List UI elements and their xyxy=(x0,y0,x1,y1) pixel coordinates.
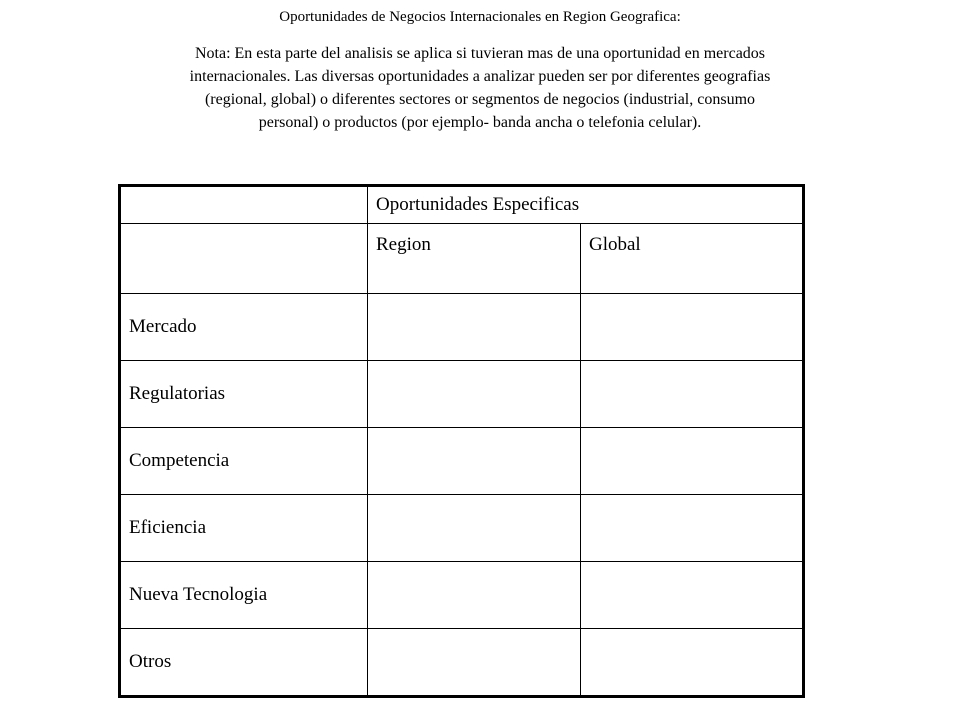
note-line: (regional, global) o diferentes sectores or segmentos de negocios (industrial, consumo xyxy=(204,91,756,108)
group-header-cell: Oportunidades Especificas xyxy=(368,186,804,224)
note-line: Nota: En esta parte del analisis se aplica si tuvieran mas de una oportunidad en mercados xyxy=(194,45,766,62)
global-cell[interactable] xyxy=(581,629,804,697)
global-cell[interactable] xyxy=(581,495,804,562)
region-cell[interactable] xyxy=(368,495,581,562)
region-cell[interactable] xyxy=(368,294,581,361)
row-label: Competencia xyxy=(120,428,368,495)
row-label: Regulatorias xyxy=(120,361,368,428)
table-row xyxy=(120,294,804,361)
corner-cell xyxy=(120,186,368,224)
opportunities-table xyxy=(118,184,805,698)
table-row xyxy=(120,562,804,629)
corner-cell xyxy=(120,224,368,294)
column-header-region: Region xyxy=(368,224,581,294)
note-line: internacionales. Las diversas oportunidades a analizar pueden ser por diferentes geografias xyxy=(189,68,771,85)
region-cell[interactable] xyxy=(368,629,581,697)
region-cell[interactable] xyxy=(368,361,581,428)
page-title: Oportunidades de Negocios Internacionales en Region Geografica: xyxy=(279,9,681,25)
global-cell[interactable] xyxy=(581,562,804,629)
table-subheader-row xyxy=(120,224,804,294)
row-label: Mercado xyxy=(120,294,368,361)
global-cell[interactable] xyxy=(581,361,804,428)
row-label: Eficiencia xyxy=(120,495,368,562)
analysis-note xyxy=(110,42,850,134)
table-row xyxy=(120,495,804,562)
table-row xyxy=(120,361,804,428)
table-row xyxy=(120,428,804,495)
table-header-row xyxy=(120,186,804,224)
row-label: Nueva Tecnologia xyxy=(120,562,368,629)
global-cell[interactable] xyxy=(581,294,804,361)
region-cell[interactable] xyxy=(368,428,581,495)
column-header-global: Global xyxy=(581,224,804,294)
table-row xyxy=(120,629,804,697)
region-cell[interactable] xyxy=(368,562,581,629)
row-label: Otros xyxy=(120,629,368,697)
note-line: personal) o productos (por ejemplo- banda ancha o telefonia celular). xyxy=(258,114,702,131)
global-cell[interactable] xyxy=(581,428,804,495)
